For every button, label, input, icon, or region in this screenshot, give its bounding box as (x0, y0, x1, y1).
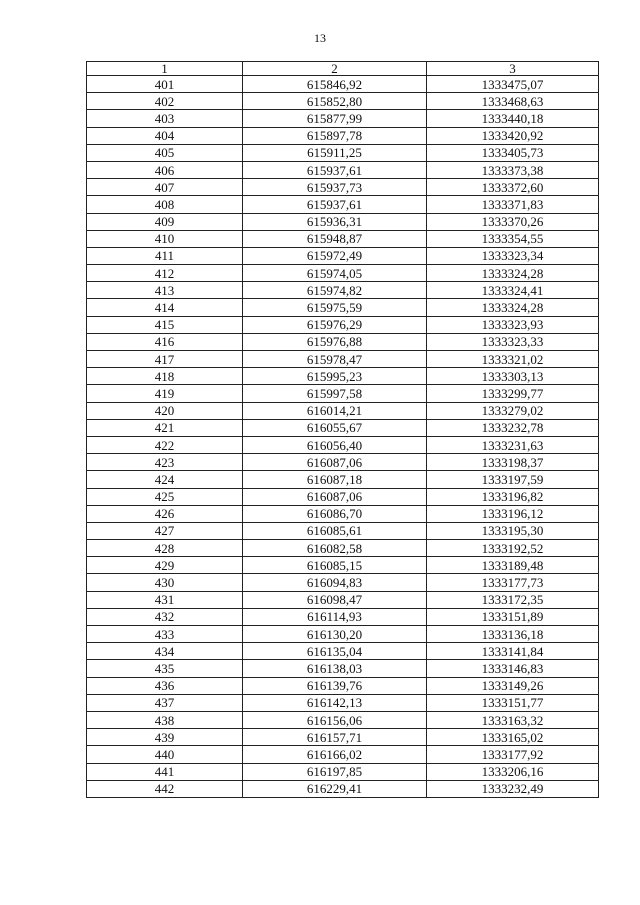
table-row (87, 402, 599, 419)
cell-x-coordinate: 615974,05 (243, 265, 427, 282)
table-row (87, 316, 599, 333)
cell-point-number: 435 (87, 660, 243, 677)
cell-point-number: 428 (87, 540, 243, 557)
cell-x-coordinate: 616082,58 (243, 540, 427, 557)
cell-x-coordinate: 615972,49 (243, 247, 427, 264)
cell-point-number: 439 (87, 729, 243, 746)
table-header (87, 62, 599, 76)
cell-y-coordinate: 1333321,02 (427, 351, 599, 368)
cell-y-coordinate: 1333420,92 (427, 127, 599, 144)
cell-x-coordinate: 616014,21 (243, 402, 427, 419)
table-row (87, 179, 599, 196)
cell-y-coordinate: 1333172,35 (427, 591, 599, 608)
cell-point-number: 411 (87, 247, 243, 264)
cell-point-number: 427 (87, 522, 243, 539)
cell-point-number: 436 (87, 677, 243, 694)
table-row (87, 419, 599, 436)
cell-y-coordinate: 1333372,60 (427, 179, 599, 196)
table-row (87, 746, 599, 763)
cell-point-number: 416 (87, 333, 243, 350)
table-row (87, 436, 599, 453)
cell-y-coordinate: 1333323,33 (427, 333, 599, 350)
cell-point-number: 430 (87, 574, 243, 591)
table-row (87, 351, 599, 368)
column-header-point-number: 1 (87, 62, 243, 76)
cell-y-coordinate: 1333149,26 (427, 677, 599, 694)
table-row (87, 608, 599, 625)
cell-point-number: 418 (87, 368, 243, 385)
cell-point-number: 404 (87, 127, 243, 144)
table-row (87, 282, 599, 299)
cell-y-coordinate: 1333136,18 (427, 626, 599, 643)
cell-y-coordinate: 1333141,84 (427, 643, 599, 660)
cell-point-number: 424 (87, 471, 243, 488)
cell-y-coordinate: 1333151,77 (427, 694, 599, 711)
table-row (87, 763, 599, 780)
cell-y-coordinate: 1333196,12 (427, 505, 599, 522)
cell-point-number: 402 (87, 93, 243, 110)
cell-x-coordinate: 616139,76 (243, 677, 427, 694)
cell-y-coordinate: 1333373,38 (427, 161, 599, 178)
cell-x-coordinate: 616197,85 (243, 763, 427, 780)
table-row (87, 626, 599, 643)
cell-x-coordinate: 616138,03 (243, 660, 427, 677)
cell-point-number: 425 (87, 488, 243, 505)
cell-x-coordinate: 616087,06 (243, 488, 427, 505)
cell-point-number: 442 (87, 780, 243, 797)
table-row (87, 660, 599, 677)
cell-point-number: 422 (87, 436, 243, 453)
cell-x-coordinate: 615995,23 (243, 368, 427, 385)
cell-point-number: 412 (87, 265, 243, 282)
cell-y-coordinate: 1333324,28 (427, 265, 599, 282)
table-row (87, 333, 599, 350)
cell-x-coordinate: 615852,80 (243, 93, 427, 110)
cell-x-coordinate: 616156,06 (243, 711, 427, 728)
cell-point-number: 417 (87, 351, 243, 368)
header-row (87, 62, 599, 76)
table-row (87, 368, 599, 385)
cell-y-coordinate: 1333323,34 (427, 247, 599, 264)
table-row (87, 127, 599, 144)
cell-y-coordinate: 1333299,77 (427, 385, 599, 402)
cell-x-coordinate: 615911,25 (243, 144, 427, 161)
cell-y-coordinate: 1333279,02 (427, 402, 599, 419)
table-row (87, 540, 599, 557)
cell-y-coordinate: 1333475,07 (427, 76, 599, 93)
cell-point-number: 403 (87, 110, 243, 127)
cell-x-coordinate: 616130,20 (243, 626, 427, 643)
table-row (87, 144, 599, 161)
cell-y-coordinate: 1333405,73 (427, 144, 599, 161)
cell-y-coordinate: 1333371,83 (427, 196, 599, 213)
cell-x-coordinate: 615975,59 (243, 299, 427, 316)
cell-x-coordinate: 615936,31 (243, 213, 427, 230)
cell-x-coordinate: 616094,83 (243, 574, 427, 591)
cell-y-coordinate: 1333177,73 (427, 574, 599, 591)
cell-point-number: 438 (87, 711, 243, 728)
cell-point-number: 406 (87, 161, 243, 178)
cell-point-number: 441 (87, 763, 243, 780)
cell-x-coordinate: 616085,15 (243, 557, 427, 574)
cell-x-coordinate: 615976,29 (243, 316, 427, 333)
table-row (87, 76, 599, 93)
cell-point-number: 409 (87, 213, 243, 230)
cell-x-coordinate: 615877,99 (243, 110, 427, 127)
page-number: 13 (314, 31, 326, 45)
table-row (87, 454, 599, 471)
coordinates-table (86, 61, 599, 798)
cell-y-coordinate: 1333196,82 (427, 488, 599, 505)
cell-x-coordinate: 616135,04 (243, 643, 427, 660)
cell-point-number: 414 (87, 299, 243, 316)
cell-point-number: 408 (87, 196, 243, 213)
cell-point-number: 419 (87, 385, 243, 402)
table-row (87, 196, 599, 213)
cell-y-coordinate: 1333165,02 (427, 729, 599, 746)
cell-point-number: 401 (87, 76, 243, 93)
cell-x-coordinate: 615997,58 (243, 385, 427, 402)
cell-x-coordinate: 616229,41 (243, 780, 427, 797)
cell-y-coordinate: 1333197,59 (427, 471, 599, 488)
cell-point-number: 415 (87, 316, 243, 333)
cell-x-coordinate: 616166,02 (243, 746, 427, 763)
table-row (87, 471, 599, 488)
table-body (87, 76, 599, 798)
cell-y-coordinate: 1333468,63 (427, 93, 599, 110)
cell-x-coordinate: 615937,61 (243, 196, 427, 213)
table-row (87, 230, 599, 247)
cell-point-number: 432 (87, 608, 243, 625)
cell-point-number: 434 (87, 643, 243, 660)
cell-point-number: 407 (87, 179, 243, 196)
cell-point-number: 423 (87, 454, 243, 471)
cell-y-coordinate: 1333146,83 (427, 660, 599, 677)
cell-point-number: 429 (87, 557, 243, 574)
table-row (87, 93, 599, 110)
cell-point-number: 437 (87, 694, 243, 711)
cell-x-coordinate: 615937,61 (243, 161, 427, 178)
cell-y-coordinate: 1333232,78 (427, 419, 599, 436)
cell-point-number: 413 (87, 282, 243, 299)
cell-x-coordinate: 616087,06 (243, 454, 427, 471)
table-row (87, 591, 599, 608)
table-row (87, 729, 599, 746)
cell-x-coordinate: 615897,78 (243, 127, 427, 144)
cell-point-number: 420 (87, 402, 243, 419)
cell-y-coordinate: 1333324,28 (427, 299, 599, 316)
cell-y-coordinate: 1333324,41 (427, 282, 599, 299)
cell-point-number: 431 (87, 591, 243, 608)
cell-x-coordinate: 615978,47 (243, 351, 427, 368)
column-header-x: 2 (243, 62, 427, 76)
cell-point-number: 426 (87, 505, 243, 522)
table-row (87, 557, 599, 574)
table-row (87, 299, 599, 316)
cell-x-coordinate: 616086,70 (243, 505, 427, 522)
cell-x-coordinate: 616142,13 (243, 694, 427, 711)
cell-x-coordinate: 615937,73 (243, 179, 427, 196)
table-row (87, 522, 599, 539)
cell-y-coordinate: 1333163,32 (427, 711, 599, 728)
cell-x-coordinate: 615846,92 (243, 76, 427, 93)
cell-x-coordinate: 616157,71 (243, 729, 427, 746)
cell-y-coordinate: 1333232,49 (427, 780, 599, 797)
cell-y-coordinate: 1333323,93 (427, 316, 599, 333)
cell-point-number: 440 (87, 746, 243, 763)
cell-x-coordinate: 616055,67 (243, 419, 427, 436)
cell-y-coordinate: 1333231,63 (427, 436, 599, 453)
cell-y-coordinate: 1333354,55 (427, 230, 599, 247)
table-row (87, 265, 599, 282)
table-row (87, 385, 599, 402)
cell-y-coordinate: 1333189,48 (427, 557, 599, 574)
table-row (87, 505, 599, 522)
cell-y-coordinate: 1333195,30 (427, 522, 599, 539)
cell-x-coordinate: 616087,18 (243, 471, 427, 488)
column-header-y: 3 (427, 62, 599, 76)
table-row (87, 574, 599, 591)
table-row (87, 110, 599, 127)
table-row (87, 780, 599, 797)
cell-x-coordinate: 616056,40 (243, 436, 427, 453)
table-row (87, 677, 599, 694)
table-row (87, 711, 599, 728)
cell-y-coordinate: 1333303,13 (427, 368, 599, 385)
cell-y-coordinate: 1333198,37 (427, 454, 599, 471)
cell-x-coordinate: 615976,88 (243, 333, 427, 350)
cell-point-number: 421 (87, 419, 243, 436)
table-row (87, 213, 599, 230)
table-row (87, 161, 599, 178)
cell-y-coordinate: 1333440,18 (427, 110, 599, 127)
cell-y-coordinate: 1333370,26 (427, 213, 599, 230)
cell-y-coordinate: 1333177,92 (427, 746, 599, 763)
cell-y-coordinate: 1333206,16 (427, 763, 599, 780)
cell-x-coordinate: 616085,61 (243, 522, 427, 539)
table-row (87, 247, 599, 264)
cell-x-coordinate: 616098,47 (243, 591, 427, 608)
cell-x-coordinate: 616114,93 (243, 608, 427, 625)
cell-y-coordinate: 1333192,52 (427, 540, 599, 557)
cell-x-coordinate: 615974,82 (243, 282, 427, 299)
cell-point-number: 405 (87, 144, 243, 161)
cell-point-number: 433 (87, 626, 243, 643)
cell-point-number: 410 (87, 230, 243, 247)
cell-x-coordinate: 615948,87 (243, 230, 427, 247)
table-row (87, 694, 599, 711)
table-row (87, 643, 599, 660)
cell-y-coordinate: 1333151,89 (427, 608, 599, 625)
table-row (87, 488, 599, 505)
